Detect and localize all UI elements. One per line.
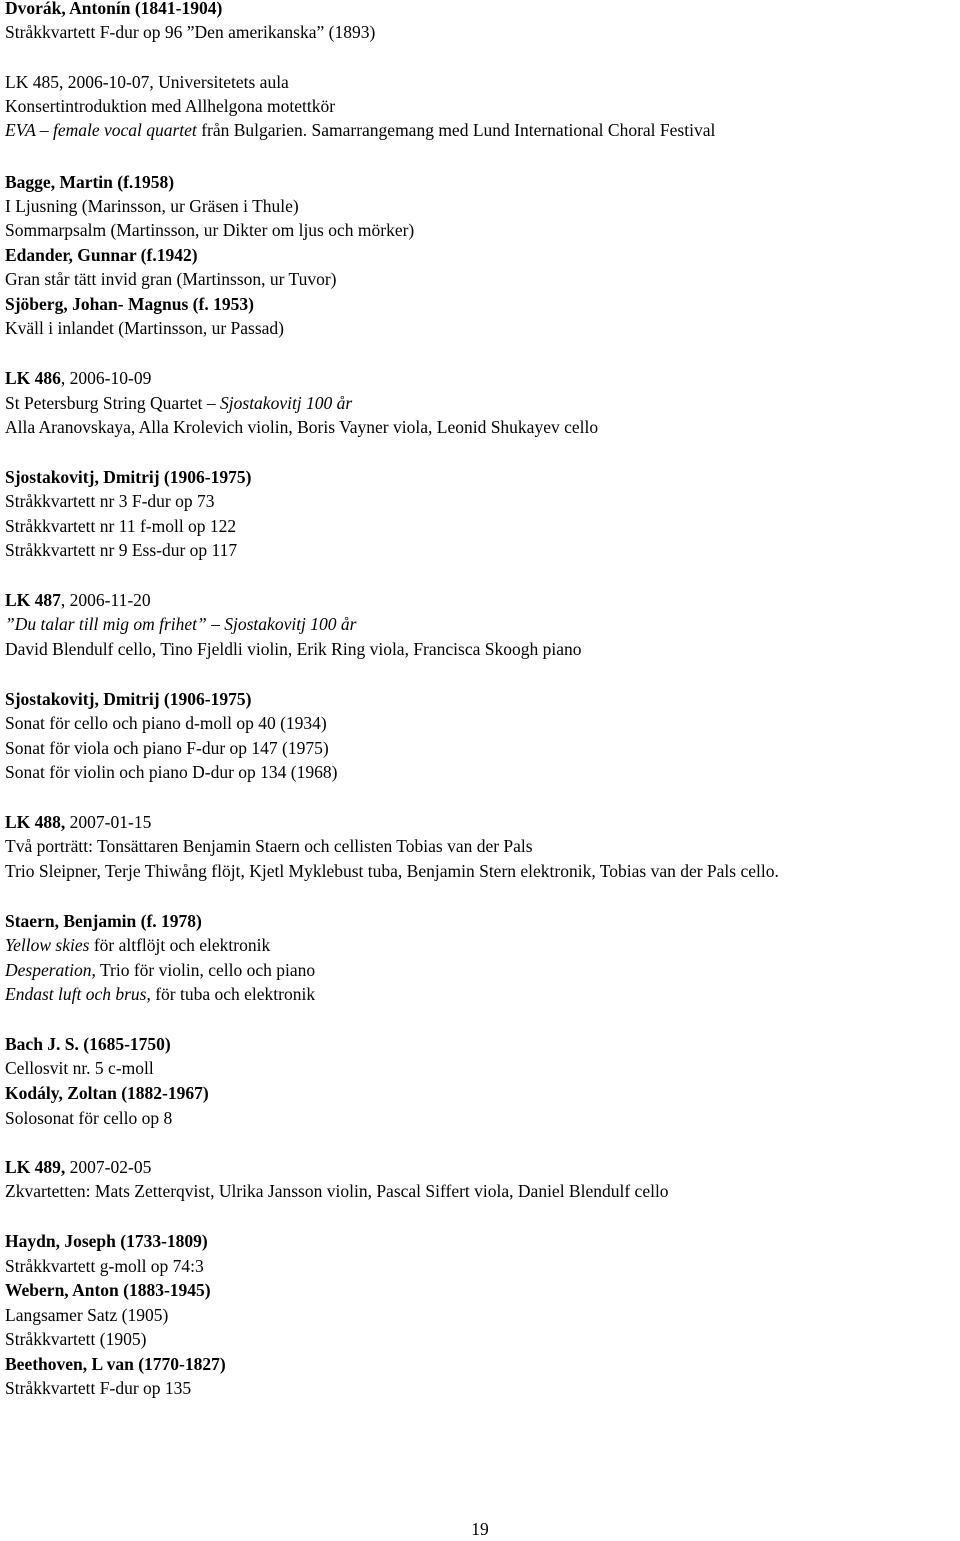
concert-header-lk486: LK 486, 2006-10-09: [5, 368, 152, 388]
composer-haydn: Haydn, Joseph (1733-1809): [5, 1231, 208, 1251]
concert-ensemble-lk486: St Petersburg String Quartet – Sjostakovitj 100 år: [5, 393, 353, 413]
concert-title-lk487: ”Du talar till mig om frihet” – Sjostakovitj 100 år: [5, 614, 357, 634]
concert-performers-lk486: Alla Aranovskaya, Alla Krolevich violin, Boris Vayner viola, Leonid Shukayev cello: [5, 417, 599, 437]
composer-dvorak: Dvorák, Antonín (1841-1904): [5, 0, 223, 18]
composer-bach: Bach J. S. (1685-1750): [5, 1034, 171, 1054]
work-bagge-2: Sommarpsalm (Martinsson, ur Dikter om ljus och mörker): [5, 220, 415, 240]
composer-webern: Webern, Anton (1883-1945): [5, 1280, 211, 1300]
concert-theme-lk488: Två porträtt: Tonsättaren Benjamin Staern och cellisten Tobias van der Pals: [5, 836, 533, 856]
page-number: 19: [471, 1519, 489, 1539]
composer-beethoven: Beethoven, L van (1770-1827): [5, 1354, 226, 1374]
concert-header-lk488: LK 488, 2007-01-15: [5, 812, 152, 832]
composer-sjostakovitj: Sjostakovitj, Dmitrij (1906-1975): [5, 689, 252, 709]
work-haydn: Stråkkvartett g-moll op 74:3: [5, 1256, 204, 1276]
composer-edander: Edander, Gunnar (f.1942): [5, 245, 198, 265]
concert-performers-lk488: Trio Sleipner, Terje Thiwång flöjt, Kjetl Myklebust tuba, Benjamin Stern elektronik, Tobias van der Pals cello.: [5, 861, 779, 881]
concert-guest-lk485: EVA – female vocal quartet från Bulgarien. Samarrangemang med Lund International Choral Festival: [5, 120, 716, 140]
work-item: Stråkkvartett nr 11 f-moll op 122: [5, 516, 237, 536]
work-beethoven: Stråkkvartett F-dur op 135: [5, 1378, 192, 1398]
work-sjoberg: Kväll i inlandet (Martinsson, ur Passad): [5, 318, 284, 338]
work-webern-1: Langsamer Satz (1905): [5, 1305, 169, 1325]
composer-bagge: Bagge, Martin (f.1958): [5, 172, 175, 192]
work-item: Stråkkvartett nr 3 F-dur op 73: [5, 491, 215, 511]
work-bagge-1: I Ljusning (Marinsson, ur Gräsen i Thule): [5, 196, 299, 216]
work-item: Yellow skies för altflöjt och elektronik: [5, 935, 271, 955]
work-item: Sonat för cello och piano d-moll op 40 (1934): [5, 713, 327, 733]
work-item: Desperation, Trio för violin, cello och piano: [5, 960, 316, 980]
concert-header-lk489: LK 489, 2007-02-05: [5, 1157, 152, 1177]
concert-intro-lk485: Konsertintroduktion med Allhelgona motettkör: [5, 96, 336, 116]
concert-header-lk487: LK 487, 2006-11-20: [5, 590, 151, 610]
work-item: Sonat för viola och piano F-dur op 147 (1975): [5, 738, 329, 758]
composer-staern: Staern, Benjamin (f. 1978): [5, 911, 202, 931]
concert-performers-lk489: Zkvartetten: Mats Zetterqvist, Ulrika Jansson violin, Pascal Siffert viola, Daniel Blendulf cello: [5, 1181, 669, 1201]
composer-kodaly: Kodály, Zoltan (1882-1967): [5, 1083, 209, 1103]
work-item: Endast luft och brus, för tuba och elektronik: [5, 984, 316, 1004]
work-webern-2: Stråkkvartett (1905): [5, 1329, 147, 1349]
work-item: Stråkkvartett nr 9 Ess-dur op 117: [5, 540, 238, 560]
concert-header-lk485: LK 485, 2006-10-07, Universitetets aula: [5, 72, 289, 92]
composer-sjoberg: Sjöberg, Johan- Magnus (f. 1953): [5, 294, 254, 314]
work-bach: Cellosvit nr. 5 c-moll: [5, 1058, 154, 1078]
work-item: Sonat för violin och piano D-dur op 134 (1968): [5, 762, 338, 782]
work-kodaly: Solosonat för cello op 8: [5, 1108, 173, 1128]
work-dvorak: Stråkkvartett F-dur op 96 ”Den amerikanska” (1893): [5, 22, 376, 42]
concert-performers-lk487: David Blendulf cello, Tino Fjeldli violin, Erik Ring viola, Francisca Skoogh piano: [5, 639, 582, 659]
work-edander: Gran står tätt invid gran (Martinsson, ur Tuvor): [5, 269, 337, 289]
composer-sjostakovitj: Sjostakovitj, Dmitrij (1906-1975): [5, 467, 252, 487]
